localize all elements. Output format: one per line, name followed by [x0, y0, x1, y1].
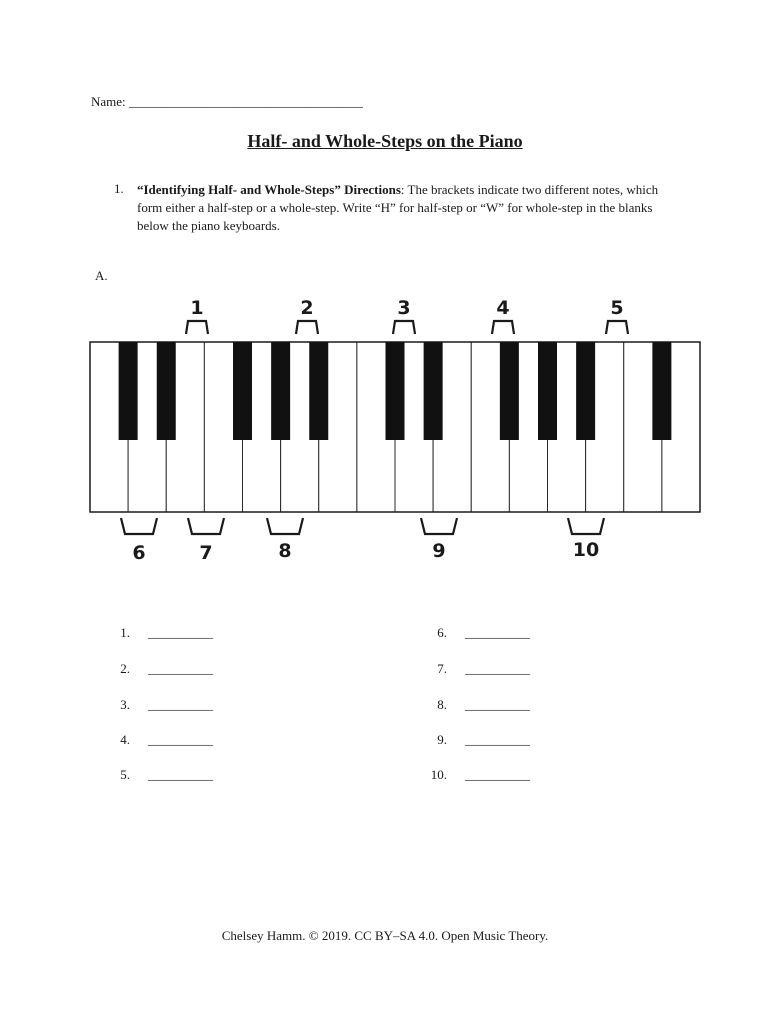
answer-row-2[interactable]: 2. __________ — [120, 661, 213, 676]
directions-title: “Identifying Half- and Whole-Steps” Directions — [137, 182, 401, 197]
black-key — [424, 342, 443, 440]
answer-row-6[interactable]: 6. __________ — [437, 625, 530, 640]
bottom-bracket — [267, 518, 303, 534]
answer-blank[interactable]: __________ — [148, 767, 213, 782]
answer-blank[interactable]: __________ — [465, 661, 530, 676]
black-key — [119, 342, 138, 440]
answer-row-10[interactable]: 10. __________ — [430, 767, 530, 782]
piano-keyboard-diagram — [0, 290, 770, 570]
top-label-5: 5 — [610, 297, 624, 319]
question-directions — [137, 181, 677, 235]
answer-blank[interactable]: __________ — [465, 732, 530, 747]
bottom-bracket — [188, 518, 224, 534]
bottom-bracket — [421, 518, 457, 534]
bottom-label-7: 7 — [199, 542, 213, 564]
bottom-label-8: 8 — [278, 540, 292, 562]
bottom-bracket — [568, 518, 604, 534]
bottom-bracket — [121, 518, 157, 534]
section-label: A. — [95, 268, 108, 283]
name-blank[interactable]: ____________________________________ — [128, 94, 363, 109]
answer-blank[interactable]: __________ — [148, 625, 213, 640]
bottom-label-10: 10 — [572, 539, 600, 561]
directions-text: : The brackets indicate two different notes, which form either a half-step or a whole-step. Write “H” for half-step or “W” for whole-step in the blanks below the piano keyboards. — [137, 182, 659, 233]
bottom-label-9: 9 — [432, 540, 446, 562]
answer-row-8[interactable]: 8. __________ — [437, 697, 530, 712]
answer-row-4[interactable]: 4. __________ — [120, 732, 213, 747]
answer-row-3[interactable]: 3. __________ — [120, 697, 213, 712]
name-label: Name: — [91, 94, 126, 109]
answer-row-9[interactable]: 9. __________ — [437, 732, 530, 747]
name-field[interactable] — [91, 94, 363, 110]
top-label-1: 1 — [190, 297, 204, 319]
top-bracket — [606, 321, 628, 334]
answer-row-5[interactable]: 5. __________ — [120, 767, 213, 782]
question-number: 1. — [114, 181, 124, 196]
answer-row-7[interactable]: 7. __________ — [437, 661, 530, 676]
answer-blank[interactable]: __________ — [465, 767, 530, 782]
top-label-4: 4 — [496, 297, 510, 319]
top-bracket — [492, 321, 514, 334]
black-key — [538, 342, 557, 440]
black-key — [233, 342, 252, 440]
bottom-label-6: 6 — [132, 542, 146, 564]
answer-blank[interactable]: __________ — [465, 625, 530, 640]
top-bracket — [186, 321, 208, 334]
top-bracket — [393, 321, 415, 334]
answer-row-1[interactable]: 1. __________ — [120, 625, 213, 640]
footer-credit: Chelsey Hamm. © 2019. CC BY–SA 4.0. Open Music Theory. — [221, 928, 549, 943]
top-bracket — [296, 321, 318, 334]
black-key — [500, 342, 519, 440]
black-key — [157, 342, 176, 440]
top-label-2: 2 — [300, 297, 314, 319]
page-title: Half- and Whole-Steps on the Piano — [247, 131, 523, 151]
black-key — [309, 342, 328, 440]
answer-blank[interactable]: __________ — [148, 661, 213, 676]
black-key — [576, 342, 595, 440]
black-key — [652, 342, 671, 440]
top-label-3: 3 — [397, 297, 411, 319]
answer-blank[interactable]: __________ — [465, 697, 530, 712]
answer-blank[interactable]: __________ — [148, 697, 213, 712]
answer-blank[interactable]: __________ — [148, 732, 213, 747]
black-key — [386, 342, 405, 440]
black-key — [271, 342, 290, 440]
